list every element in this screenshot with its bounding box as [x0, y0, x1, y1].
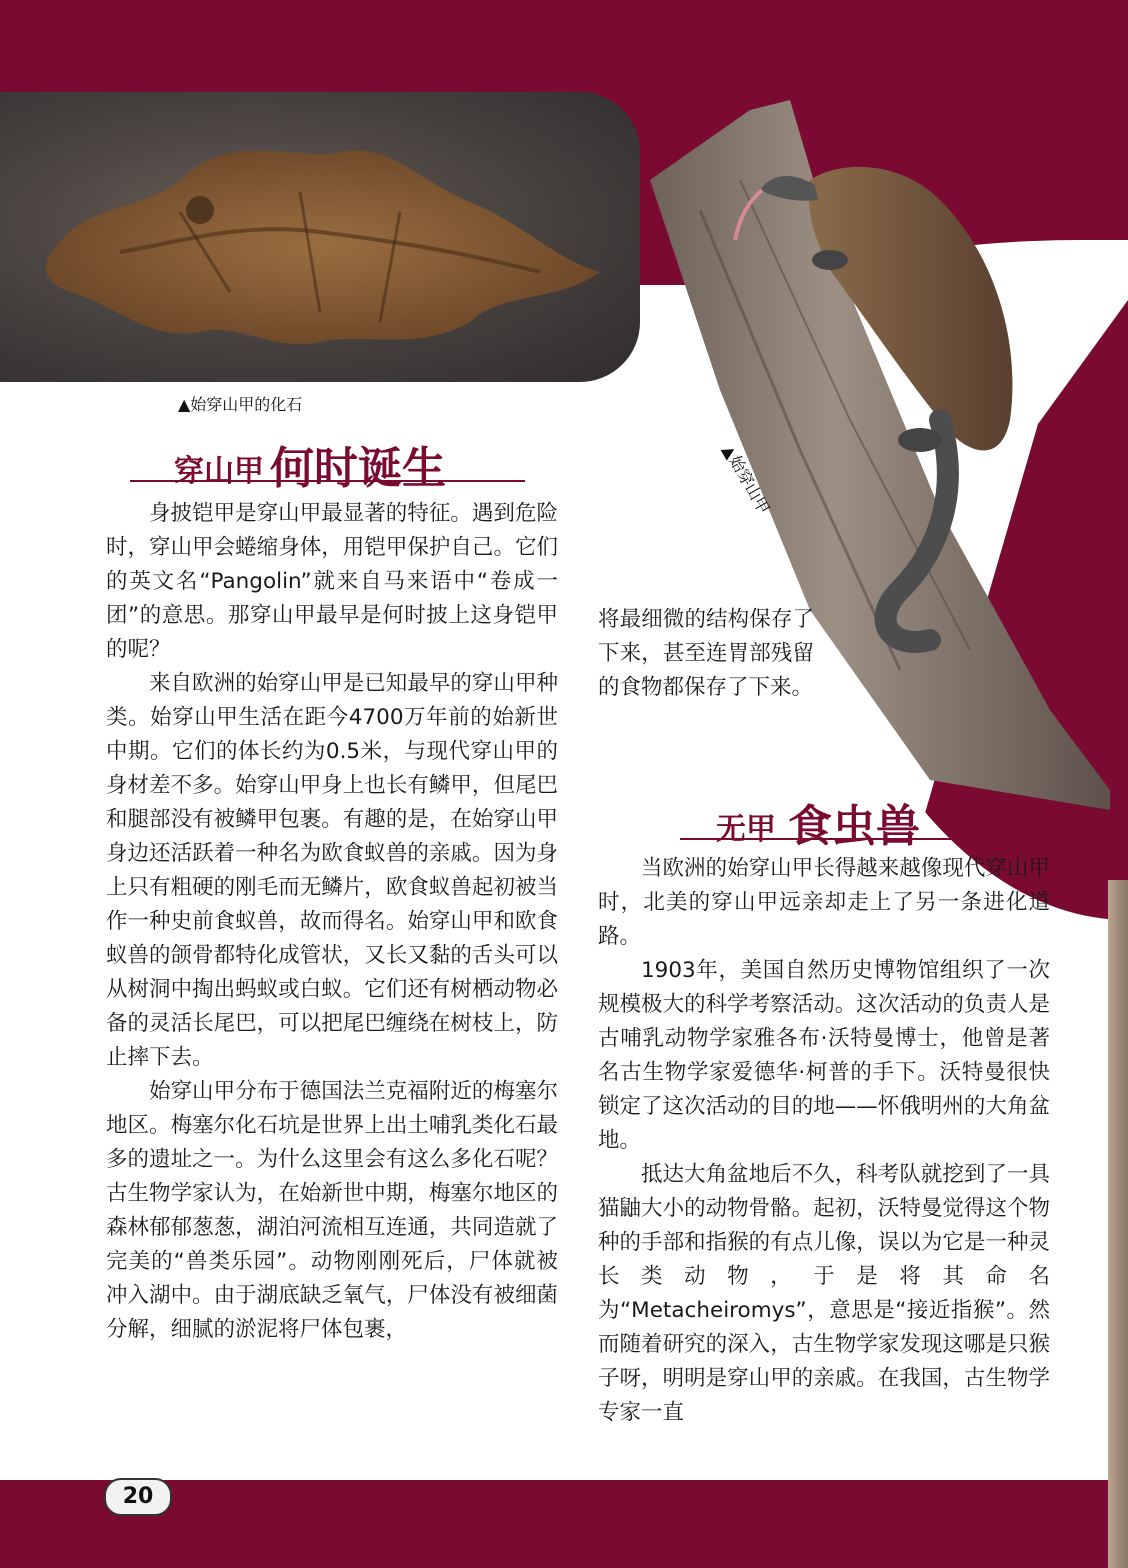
paragraph: 将最细微的结构保存了下来，甚至连胃部残留的食物都保存了下来。: [598, 607, 814, 700]
right-column-top: [598, 603, 814, 705]
right-column: [598, 852, 1050, 1430]
fossil-caption: ▲始穿山甲的化石: [178, 395, 303, 414]
paragraph: 来自欧洲的始穿山甲是已知最早的穿山甲种类。始穿山甲生活在距今4700万年前的始新世中期。它们的体长约为0.5米，与现代穿山甲的身材差不多。始穿山甲身上也长有鳞甲，但尾巴和腿部没有被鳞甲包裹。有趣的是，在始穿山甲身边还活跃着一种名为欧食蚁兽的亲戚。因为身上只有粗硬的刚毛而无鳞片，欧食蚁兽起初被当作一种史前食蚁兽，故而得名。始穿山甲和欧食蚁兽的颌骨都特化成管状，又长又黏的舌头可以从树洞中掏出蚂蚁或白蚁。它们还有树栖动物必备的灵活长尾巴，可以把尾巴缠绕在树枝上，防止摔下去。: [106, 671, 558, 1070]
page-number: 20: [104, 1478, 172, 1516]
section-heading-1: [130, 432, 525, 494]
section-heading-2: [680, 790, 972, 852]
paragraph: 身披铠甲是穿山甲最显著的特征。遇到危险时，穿山甲会蜷缩身体，用铠甲保护自己。它们的英文名“Pangolin”就来自马来语中“卷成一团”的意思。那穿山甲最早是何时披上这身铠甲的呢？: [106, 501, 558, 662]
left-column: [106, 497, 558, 1347]
paragraph: 抵达大角盆地后不久，科考队就挖到了一具猫鼬大小的动物骨骼。起初，沃特曼觉得这个物种的手部和指猴的有点儿像，误以为它是一种灵长类动物，于是将其命名为“Metacheiromys”，意思是“接近指猴”。然而随着研究的深入，古生物学家发现这哪是只猴子呀，明明是穿山甲的亲戚。在我国，古生物学专家一直: [598, 1162, 1050, 1425]
paragraph: 1903年，美国自然历史博物馆组织了一次规模极大的科学考察活动。这次活动的负责人是古哺乳动物学家雅各布·沃特曼博士，他曾是著名古生物学家爱德华·柯普的手下。沃特曼很快锁定了这次活动的目的地——怀俄明州的大角盆地。: [598, 958, 1050, 1153]
right-photo-edge: [1108, 880, 1128, 1568]
heading-small-text: 穿山甲: [174, 454, 264, 489]
heading-big-text: 食虫兽: [788, 801, 920, 852]
paragraph: 当欧洲的始穿山甲长得越来越像现代穿山甲时，北美的穿山甲远亲却走上了另一条进化道路。: [598, 856, 1050, 949]
fossil-photo: [0, 92, 640, 382]
heading-small-text: 无甲: [716, 812, 776, 847]
paragraph: 始穿山甲分布于德国法兰克福附近的梅塞尔地区。梅塞尔化石坑是世界上出土哺乳类化石最多的遗址之一。为什么这里会有这么多化石呢？古生物学家认为，在始新世中期，梅塞尔地区的森林郁郁葱葱，湖泊河流相互连通，共同造就了完美的“兽类乐园”。动物刚刚死后，尸体就被冲入湖中。由于湖底缺乏氧气，尸体没有被细菌分解，细腻的淤泥将尸体包裹，: [106, 1079, 558, 1342]
heading-big-text: 何时诞生: [270, 443, 446, 494]
